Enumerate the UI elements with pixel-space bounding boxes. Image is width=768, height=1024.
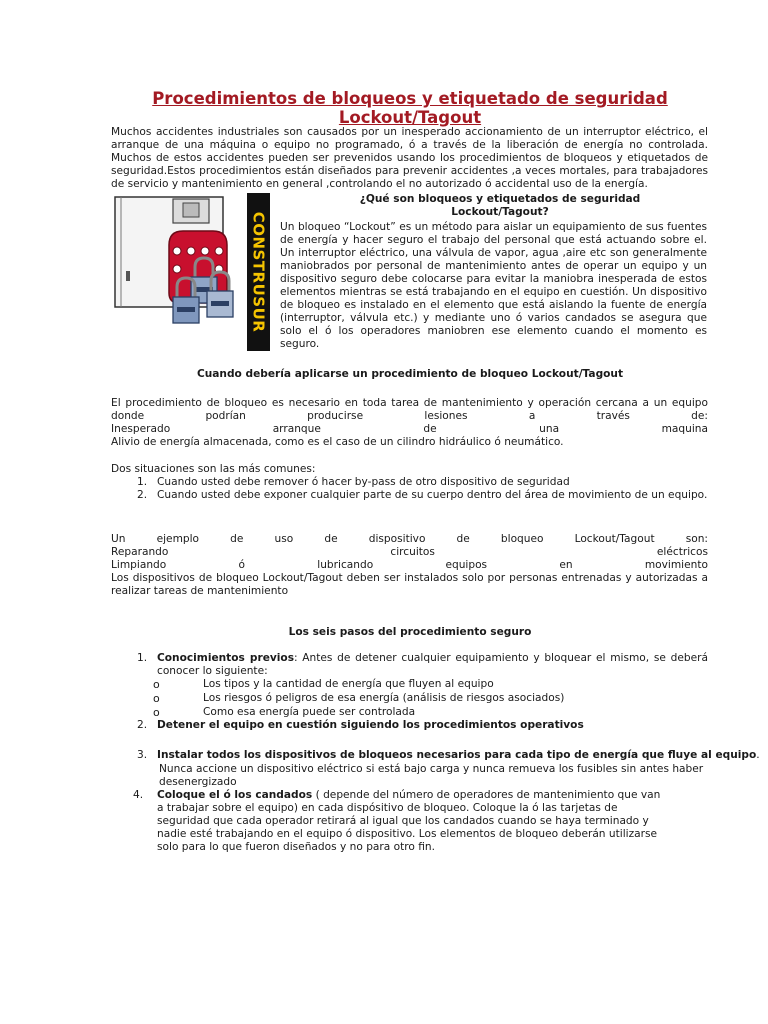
document-title-sub: Lockout/Tagout (338, 108, 482, 127)
step-3-dot: . (756, 749, 760, 761)
list-number: 3. (137, 749, 148, 761)
step-2: Detener el equipo en cuestión siguiendo los procedimientos operativos (157, 719, 584, 731)
list-number: 1. (137, 652, 148, 664)
step-3-heading (157, 749, 760, 762)
sub-bullet: o (153, 692, 160, 705)
lockout-hasp-icon (111, 193, 270, 351)
list-number: 4. (133, 789, 144, 801)
when-apply-line: Inesperado arranque de una maquina (111, 423, 708, 435)
lockout-question-heading: ¿Qué son bloqueos y etiquetados de seguridad Lockout/Tagout? (359, 193, 641, 218)
step-1-subitem: Los riesgos ó peligros de esa energía (análisis de riesgos asociados) (203, 692, 565, 704)
example-line: Un ejemplo de uso de dispositivo de bloqueo Lockout/Tagout son: (111, 533, 708, 545)
step-3-text: Nunca accione un dispositivo eléctrico si está bajo carga y nunca remueva los fusibles sin antes haber desenergizado (159, 763, 704, 788)
when-apply-line: El procedimiento de bloqueo es necesario en toda tarea de mantenimiento y operación cercana a un equipo (111, 397, 708, 409)
when-apply-line: Alivio de energía almacenada, como es el caso de un cilindro hidráulico ó neumático. (111, 436, 564, 448)
intro-paragraph: Muchos accidentes industriales son causados por un inesperado accionamiento de un interruptor eléctrico, el arranque de una máquina o equipo no programado, ó a través de la liberación de energía no controlada. Muchos de estos accidentes pueden ser prevenidos usando los procedimientos de bloqueos y etiquetados de seguridad.Estos procedimientos están diseñados para prevenir accidentes ,a veces mortales, para trabajadores de servicio y mantenimiento en general ,controlando el no autorizado ó accidental uso de la energía. (111, 126, 708, 190)
six-steps-heading: Los seis pasos del procedimiento seguro (288, 626, 532, 638)
situation-item: Cuando usted debe exponer cualquier parte de su cuerpo dentro del área de movimiento de un equipo. (157, 489, 708, 501)
document-title: Procedimientos de bloqueos y etiquetado de seguridad (152, 89, 668, 108)
step-4 (157, 789, 665, 854)
sub-bullet: o (153, 706, 160, 719)
situations-intro: Dos situaciones son las más comunes: (111, 463, 316, 475)
list-number: 1. (137, 476, 148, 488)
lockout-definition-text: Un bloqueo “Lockout” es un método para aislar un equipamiento de sus fuentes de energía y hacer seguro el trabajo del personal que está actuando sobre el. Un interruptor eléctrico, una válvula de vapor, agua ,aire etc son generalmente maniobrados por personal de mantenimiento antes de operar un equipo y un dispositivo seguro debe colocarse para evitar la maniobra inesperada de estos elementos mientras se está trabajando en el equipo en cuestión. Un dispositivo de bloqueo es instalado en el elemento que está aislando la fuente de energía (interruptor, válvula etc.) y mediante uno ó varios candados se asegura que solo el ó los operadores maniobren ese elemento cuando el momento es seguro. (280, 221, 707, 350)
sub-bullet: o (153, 678, 160, 691)
when-apply-block (111, 397, 708, 449)
step-1-subitem: Como esa energía puede ser controlada (203, 706, 416, 718)
brand-vertical-label: CONSTRUSUR (249, 211, 268, 333)
step-4-label: Coloque el ó los candados (157, 789, 313, 801)
step-1-text: : Antes de detener cualquier equipamiento y bloquear el mismo, se deberá conocer lo siguiente: (157, 652, 708, 677)
step-1-label: Conocimientos previos (157, 652, 294, 664)
when-apply-line: donde podrían producirse lesiones a través de: (111, 410, 708, 422)
when-apply-heading: Cuando debería aplicarse un procedimiento de bloqueo Lockout/Tagout (196, 368, 624, 380)
step-1-subitem: Los tipos y la cantidad de energía que fluyen al equipo (203, 678, 494, 690)
example-line: Limpiando ó lubricando equipos en movimiento (111, 559, 708, 571)
list-number: 2. (137, 719, 148, 731)
step-3-label: Instalar todos los dispositivos de bloqueos necesarios para cada tipo de energía que fluye al equipo (157, 749, 757, 761)
situation-item: Cuando usted debe remover ó hacer by-pass de otro dispositivo de seguridad (157, 476, 570, 488)
step-4-text: ( depende del número de operadores de mantenimiento que van a trabajar sobre el equipo) en cada dispósitivo de bloqueo. Coloque la ó las tarjetas de seguridad que cada operador retirará al igual que los candados cuando se haya terminado y nadie esté trabajando en el equipo ó dispositivo. Los elementos de bloqueo deberán utilizarse solo para lo que fueron diseñados y no para otro fin. (157, 789, 661, 853)
example-line: Reparando circuitos eléctricos (111, 546, 708, 558)
example-paragraph: Los dispositivos de bloqueo Lockout/Tagout deben ser instalados solo por personas entrenadas y autorizadas a realizar tareas de mantenimiento (111, 572, 708, 597)
step-1 (157, 652, 708, 678)
example-block (111, 533, 708, 598)
lockout-hasp-image (111, 193, 270, 351)
list-number: 2. (137, 489, 148, 501)
